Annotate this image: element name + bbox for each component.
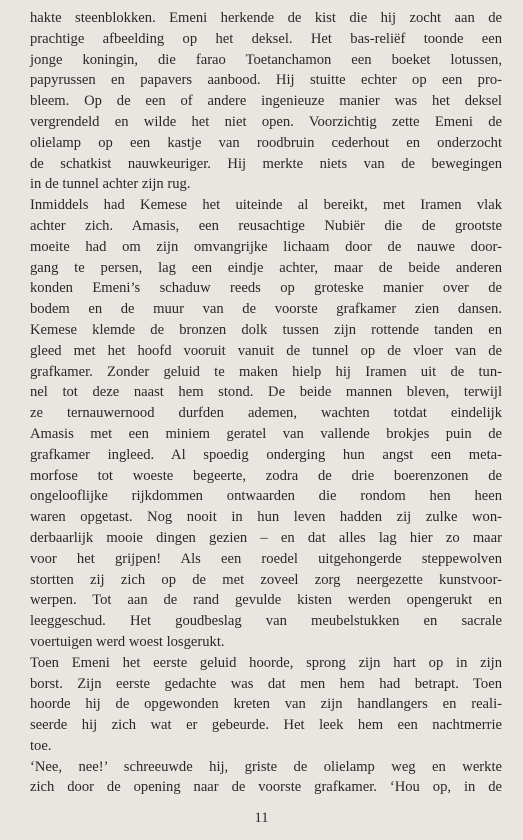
text-line: grafkamer ingleed. Al spoedig onderging hun angst een meta- <box>30 446 502 463</box>
text-line: gang te persen, lag een eindje achter, maar de beide anderen <box>30 259 502 276</box>
text-line: ‘Nee, nee!’ schreeuwde hij, griste de olielamp weg en werkte <box>30 758 502 775</box>
text-line: gleed met het hoofd vooruit vanuit de tunnel op de vloer van de <box>30 342 502 359</box>
text-line: prachtige afbeelding op het deksel. Het bas-reliëf toonde een <box>30 30 502 47</box>
text-line: bodem en de muur van de voorste grafkamer zien dansen. <box>30 301 502 318</box>
text-line: werpen. Tot aan de rand gevulde kisten werden opengerukt en <box>30 592 502 609</box>
text-line: achter zich. Amasis, een reusachtige Nubiër die de grootste <box>30 217 502 234</box>
text-line: in de tunnel achter zijn rug. <box>30 176 191 193</box>
text-line: derbaarlijk mooie dingen gezien – en dat alles lag hier zo maar <box>30 529 502 546</box>
text-line: waren opgetast. Nog nooit in hun leven hadden zij zulke won- <box>30 509 502 526</box>
text-line: borst. Zijn eerste gedachte was dat men hem had betrapt. Toen <box>30 675 502 692</box>
text-line: vergrendeld en wilde het niet open. Voorzichtig zette Emeni de <box>30 113 502 130</box>
text-line: bleem. Op de een of andere ingenieuze manier was het deksel <box>30 93 502 110</box>
text-line: nel tot deze naast hem stond. De beide mannen bleven, terwijl <box>30 384 502 401</box>
page-number: 11 <box>254 810 269 826</box>
text-line: papyrussen en papavers aanbood. Hij stuitte echter op een pro- <box>30 72 502 89</box>
text-line: jonge koningin, die farao Toetanchamon een boeket lotussen, <box>30 51 502 68</box>
text-line: ze ternauwernood durfden ademen, wachten totdat eindelijk <box>30 405 502 422</box>
text-line: grafkamer. Zonder geluid te maken hielp hij Iramen uit de tun- <box>30 363 502 380</box>
text-line: ongelooflijke rijkdommen ontwaarden die rondom hen heen <box>30 488 502 505</box>
text-line: seerde hij zich wat er gebeurde. Het leek hem een nachtmerrie <box>30 717 502 734</box>
text-line: morfose tot woeste begeerte, zodra de drie boerenzonen de <box>30 467 502 484</box>
text-line: leeggeschud. Het goudbeslag van meubelstukken en sacrale <box>30 613 502 630</box>
text-line: voor het grijpen! Als een roedel uitgehongerde steppewolven <box>30 550 502 567</box>
text-line: hakte steenblokken. Emeni herkende de kist die hij zocht aan de <box>30 10 502 26</box>
text-line: Toen Emeni het eerste geluid hoorde, sprong zijn hart op in zijn <box>30 654 502 671</box>
text-line: moeite had om zijn omvangrijke lichaam door de nauwe door- <box>30 238 502 255</box>
text-line: konden Emeni’s schaduw reeds op groteske manier over de <box>30 280 502 297</box>
text-line: olielamp op een kastje van roodbruin cederhout en onderzocht <box>30 134 502 151</box>
text-line: de schatkist nauwkeuriger. Hij merkte niets van de bewegingen <box>30 155 502 172</box>
text-line: Inmiddels had Kemese het uiteinde al bereikt, met Iramen vlak <box>30 197 502 214</box>
text-line: Amasis met een miniem geratel van vallende brokjes puin de <box>30 425 502 442</box>
text-line: toe. <box>30 737 52 754</box>
text-line: Kemese klemde de bronzen dolk tussen zijn rottende tanden en <box>30 321 502 338</box>
text-line: zich door de opening naar de voorste grafkamer. ‘Hou op, in de <box>30 779 502 796</box>
text-line: hoorde hij de opgewonden kreten van zijn handlangers en reali- <box>30 696 502 713</box>
text-line: stortten zij zich op de met zoveel zorg neergezette kunstvoor- <box>30 571 502 588</box>
body-text <box>30 8 502 798</box>
text-line: voertuigen werd woest losgerukt. <box>30 633 225 650</box>
